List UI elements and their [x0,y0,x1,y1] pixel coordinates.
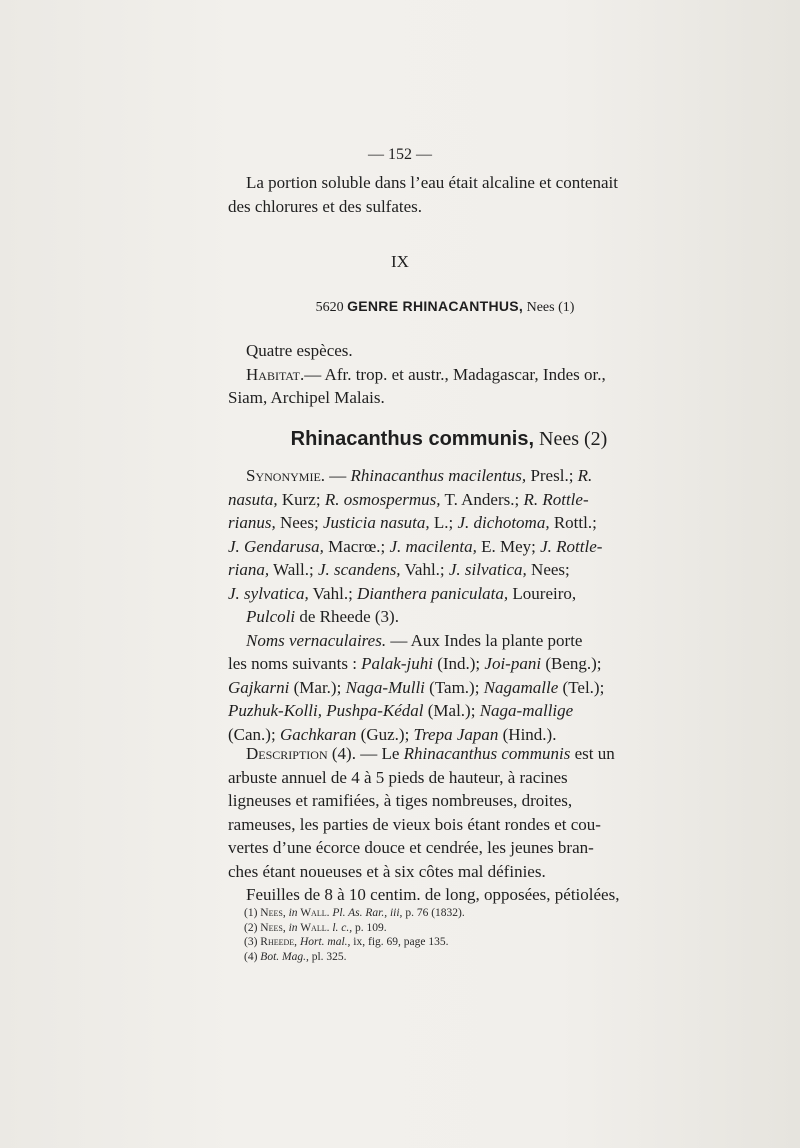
noms-line: Noms vernaculaires. — Aux Indes la plante porte [246,630,583,650]
genre-name: GENRE RHINACANTHUS, [347,298,524,314]
intro-line-1: La portion soluble dans l’eau était alcaline et contenait [246,173,618,192]
habitat-label: Habitat. [246,364,305,384]
noms-line: Gajkarni (Mar.); Naga-Mulli (Tam.); Nagamalle (Tel.); [228,677,605,697]
synonymie-line: J. sylvatica, Vahl.; Dianthera paniculata, Loureiro, [228,583,577,603]
genre-number: 5620 [315,300,344,315]
synonymie-paragraph [228,464,670,746]
species-count: Quatre espèces. [246,341,353,360]
description-paragraph [228,742,670,907]
footnote-2: (2) Nees, in Wall. l. c., p. 109. [244,921,387,934]
footnote-3: (3) Rheede, Hort. mal., ix, fig. 69, page 135. [244,936,449,948]
habitat-line-2: Siam, Archipel Malais. [228,388,385,407]
habitat-line-1 [228,363,670,387]
genre-heading [0,298,800,316]
description-line: arbuste annuel de 4 à 5 pieds de hauteur, à racines [228,767,568,787]
footnote-1: (1) Nees, in Wall. Pl. As. Rar., iii, p. 76 (1832). [244,907,465,919]
species-heading [228,428,670,451]
description-line: Description (4). — Le Rhinacanthus communis est un [246,744,615,763]
page-number: — 152 — [368,146,432,163]
footnotes [244,906,674,964]
description-line: ligneuses et ramifiées, à tiges nombreuses, droites, [228,791,573,810]
noms-line: (Can.); Gachkaran (Guz.); Trepa Japan (Hind.). [228,724,557,744]
synonymie-line: J. Gendarusa, Macrœ.; J. macilenta, E. Mey; J. Rottle- [228,536,603,556]
intro-paragraph [228,171,670,218]
habitat-text: — Afr. trop. et austr., Madagascar, Indes or., [304,364,606,384]
footnote-4: (4) Bot. Mag., pl. 325. [244,950,347,963]
description-line: rameuses, les parties de vieux bois étant rondes et cou- [228,814,601,834]
intro-line-2: des chlorures et des sulfates. [228,196,423,216]
description-line: Feuilles de 8 à 10 centim. de long, opposées, pétiolées, [246,885,620,904]
description-line: ches étant noueuses et à six côtes mal définies. [228,861,546,881]
species-name: Rhinacanthus communis, [290,428,535,450]
synonymie-line: Synonymie. — Rhinacanthus macilentus, Presl.; R. [246,466,593,485]
synonymie-line: Pulcoli de Rheede (3). [246,607,399,626]
synonymie-line: riana, Wall.; J. scandens, Vahl.; J. silvatica, Nees; [228,560,570,579]
synonymie-line: rianus, Nees; Justicia nasuta, L.; J. dichotoma, Rottl.; [228,513,597,532]
section-number: IX [391,252,409,271]
description-line: vertes d’une écorce douce et cendrée, les jeunes bran- [228,838,594,857]
genre-author: Nees (1) [526,300,575,315]
noms-line: Puzhuk-Kolli, Pushpa-Kédal (Mal.); Naga-mallige [228,701,574,720]
genre-info [228,339,670,410]
synonymie-line: nasuta, Kurz; R. osmospermus, T. Anders.; R. Rottle- [228,489,589,509]
species-author: Nees (2) [539,428,608,450]
noms-line: les noms suivants : Palak-juhi (Ind.); Joi-pani (Beng.); [228,654,602,673]
